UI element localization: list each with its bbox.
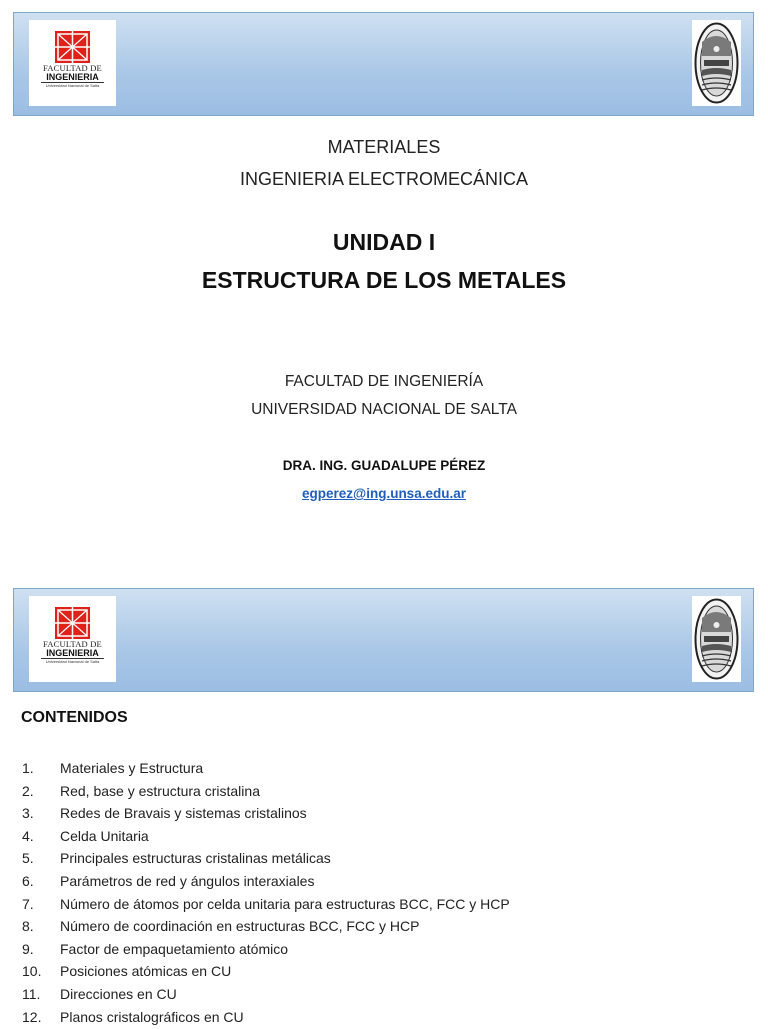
university-seal	[692, 596, 741, 682]
unit-number: UNIDAD I	[332, 229, 436, 255]
list-item	[22, 894, 510, 917]
logo-line-3: Universidad Nacional de Salta	[45, 83, 100, 88]
logo-line-1: FACULTAD DE	[43, 639, 102, 649]
list-item-number: 1.	[22, 760, 34, 776]
logo-line-2: INGENIERIA	[46, 648, 99, 658]
list-item-text: Posiciones atómicas en CU	[60, 963, 232, 980]
university-name: UNIVERSIDAD NACIONAL DE SALTA	[251, 401, 517, 418]
list-item-text: Parámetros de red y ángulos interaxiales	[60, 872, 315, 889]
list-item	[22, 961, 510, 984]
list-item	[22, 826, 510, 849]
list-item-number: 7.	[22, 895, 34, 912]
list-item-text: Red, base y estructura cristalina	[60, 782, 260, 799]
faculty-name: FACULTAD DE INGENIERÍA	[284, 373, 484, 390]
list-item-number: 9.	[22, 940, 34, 957]
list-item-number: 2.	[22, 782, 34, 799]
header-banner	[13, 12, 754, 116]
list-item-text: Celda Unitaria	[60, 827, 149, 844]
list-item-number: 4.	[22, 827, 34, 844]
faculty-logo	[29, 20, 116, 106]
author-name: DRA. ING. GUADALUPE PÉREZ	[282, 458, 486, 473]
logo-line-3: Universidad Nacional de Salta	[45, 659, 100, 664]
email-wrapper	[0, 485, 768, 503]
contents-heading: CONTENIDOS	[21, 709, 128, 726]
list-item-number: 11.	[22, 985, 41, 1002]
faculty-emblem-icon	[55, 31, 90, 63]
list-item-number: 12.	[22, 1008, 42, 1025]
list-item-text: Factor de empaquetamiento atómico	[60, 940, 289, 957]
list-item-text: Número de átomos por celda unitaria para estructuras BCC, FCC y HCP	[60, 895, 510, 912]
list-item-text: Materiales y Estructura	[60, 760, 204, 776]
logo-line-2: INGENIERIA	[46, 72, 99, 82]
header-banner	[13, 588, 754, 692]
list-item-text: Redes de Bravais y sistemas cristalinos	[60, 805, 307, 822]
list-item	[22, 984, 510, 1007]
list-item	[22, 758, 510, 781]
list-item-number: 3.	[22, 805, 34, 822]
list-item	[22, 916, 510, 939]
university-seal-icon	[694, 22, 739, 104]
faculty-emblem-icon	[55, 607, 90, 639]
career-name: INGENIERIA ELECTROMECÁNICA	[239, 169, 529, 189]
university-seal-icon	[694, 598, 739, 680]
list-item	[22, 1007, 510, 1029]
faculty-logo	[29, 596, 116, 682]
author-email-link[interactable]: egperez@ing.unsa.edu.ar	[302, 486, 466, 501]
list-item-number: 8.	[22, 918, 34, 935]
list-item-number: 10.	[22, 963, 42, 980]
list-item	[22, 803, 510, 826]
list-item-text: Direcciones en CU	[60, 985, 177, 1002]
list-item-number: 5.	[22, 850, 34, 867]
list-item	[22, 848, 510, 871]
list-item-text: Número de coordinación en estructuras BCC, FCC y HCP	[60, 918, 420, 935]
course-name: MATERIALES	[327, 137, 441, 157]
list-item	[22, 781, 510, 804]
university-seal	[692, 20, 741, 106]
unit-title: ESTRUCTURA DE LOS METALES	[201, 267, 567, 293]
list-item-text: Principales estructuras cristalinas metálicas	[60, 850, 331, 867]
contents-list	[22, 758, 510, 1029]
list-item-text: Planos cristalográficos en CU	[60, 1008, 244, 1025]
list-item	[22, 871, 510, 894]
list-item	[22, 939, 510, 962]
logo-line-1: FACULTAD DE	[43, 63, 102, 73]
list-item-number: 6.	[22, 872, 34, 889]
